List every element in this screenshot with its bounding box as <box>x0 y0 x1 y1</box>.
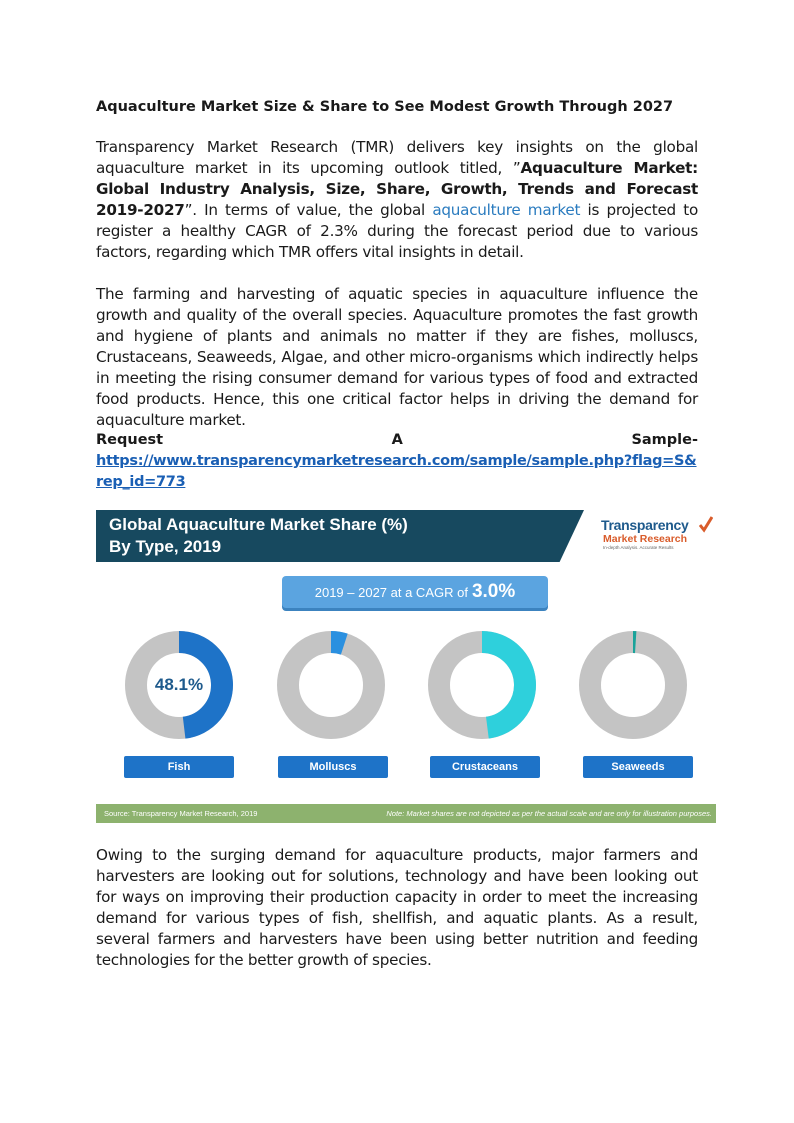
paragraph-intro <box>96 137 698 263</box>
market-share-infographic <box>96 510 716 823</box>
category-label-molluscs: Molluscs <box>278 756 388 778</box>
donut-track <box>590 642 676 728</box>
donut-track <box>288 642 374 728</box>
logo-tagline: In-depth Analysis. Accurate Results <box>603 545 674 550</box>
checkmark-icon <box>699 516 713 534</box>
sample-request-link[interactable]: https://www.transparencymarketresearch.com/sample/sample.php?flag=S&rep_id=773 <box>96 453 697 490</box>
aquaculture-market-link[interactable]: aquaculture market <box>432 201 581 219</box>
donut-fish <box>124 630 234 740</box>
category-label-fish: Fish <box>124 756 234 778</box>
intro-text-c: is projected to register a healthy CAGR of 2.3% during the forecast period due to various factors, regarding which TMR offers vital insights in detail. <box>96 201 699 261</box>
cagr-value: 3.0% <box>471 581 516 602</box>
infographic-title <box>109 514 408 558</box>
donut-arc-crustaceans <box>482 642 525 728</box>
donut-crustaceans-svg <box>427 630 537 740</box>
report-title: Aquaculture Market: Global Industry Analysis, Size, Share, Growth, Trends and Forecast 2019-2027 <box>96 159 698 219</box>
fish-share-label: 48.1% <box>154 675 204 694</box>
infographic-title-line2: By Type, 2019 <box>109 537 222 556</box>
paragraph-farming: The farming and harvesting of aquatic species in aquaculture influence the growth and quality of the overall species. Aquaculture promotes the fast growth and hygiene of plants and animals no matter if they are fishes, molluscs, Crustaceans, Seaweeds, Algae, and other micro-organisms which indirectly helps in meeting the rising consumer demand for various types of food and extracted food products. Hence, this one critical factor helps in driving the demand for aquaculture market. <box>96 285 698 429</box>
scale-note: Note: Market shares are not depicted as per the actual scale and are only for illustration purposes. <box>386 809 712 818</box>
source-note: Source: Transparency Market Research, 2019 <box>104 809 258 818</box>
donut-seaweeds <box>578 630 688 740</box>
category-label-crustaceans: Crustaceans <box>430 756 540 778</box>
article-headline: Aquaculture Market Size & Share to See Modest Growth Through 2027 <box>96 99 674 115</box>
donut-arc-molluscs <box>331 642 344 644</box>
request-sample <box>96 430 698 493</box>
donut-molluscs <box>276 630 386 740</box>
infographic-footer <box>96 804 716 823</box>
category-label-seaweeds: Seaweeds <box>583 756 693 778</box>
paragraph-demand: Owing to the surging demand for aquaculture products, major farmers and harvesters are looking out for solutions, technology and have been looking out for ways on improving their production capacity in order to meet the increasing demand for various types of fish, shellfish, and aquatic plants. As a result, several farmers and harvesters have been using better nutrition and feeding technologies for the better growth of species. <box>96 846 698 969</box>
donut-crustaceans <box>427 630 537 740</box>
intro-text-a: Transparency Market Research (TMR) delivers key insights on the global aquaculture market in its upcoming outlook titled, ” <box>96 138 698 177</box>
logo-text-line2: Market Research <box>603 533 688 545</box>
tmr-logo <box>601 518 713 564</box>
request-word: Request <box>96 432 164 448</box>
request-word: Sample- <box>631 432 698 448</box>
logo-text-line1: Transparency <box>601 517 689 533</box>
request-word: A <box>391 432 403 448</box>
request-row <box>96 430 698 451</box>
intro-text-b: ”. In terms of value, the global <box>184 201 433 219</box>
cagr-callout <box>282 576 548 608</box>
donut-molluscs-svg <box>276 630 386 740</box>
infographic-title-line1: Global Aquaculture Market Share (%) <box>109 515 408 534</box>
donut-seaweeds-svg <box>578 630 688 740</box>
cagr-prefix: 2019 – 2027 at a CAGR of <box>314 584 468 600</box>
